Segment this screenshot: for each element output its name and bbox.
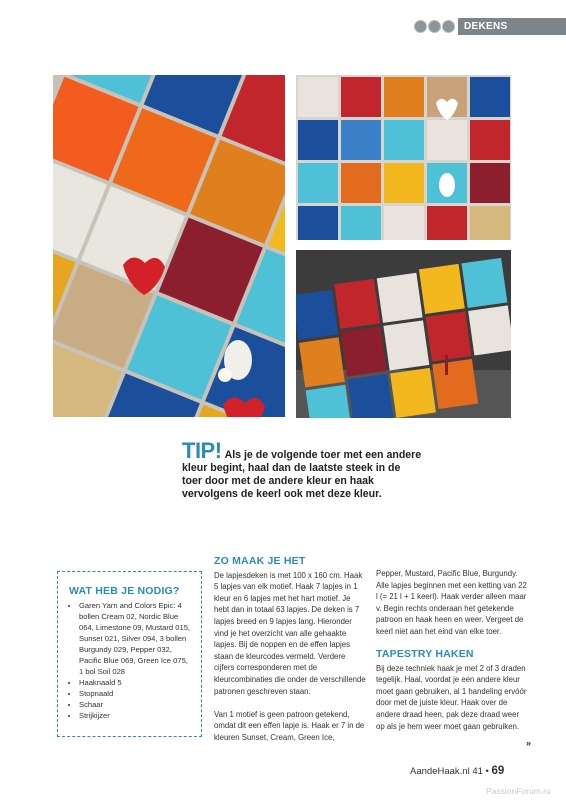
instructions-paragraph: Pepper, Mustard, Pacific Blue, Burgundy. Alle lapjes beginnen met een ketting van 22 l (= 21 l + 1 keerl). Haak verder alleen maar v. Begin rechts onderaan het getekende patroon en haak heen en weer. Vergeet de keerl niet aan het eind van elke toer. <box>376 569 527 636</box>
materials-title: WAT HEB JE NODIG? <box>69 585 180 597</box>
watermark: PassionForum.ru <box>486 786 551 796</box>
instructions-column-1 <box>214 556 366 755</box>
list-item: • Haaknaald 5 <box>79 677 192 688</box>
list-item: • Stopnaald <box>79 688 192 699</box>
section-label: DEKENS <box>458 18 566 35</box>
indicator-dot <box>414 20 427 33</box>
section-indicator-dots <box>414 20 456 33</box>
materials-list <box>69 600 192 721</box>
instructions-column-2 <box>376 568 528 744</box>
instructions-paragraph: De lapjesdeken is met 100 x 160 cm. Haak 5 lapjes van elk motief. Haak 7 lapjes in 1 kleur en 6 lapjes met het hart motief. Je hebt dan in totaal 63 lapjes. De deken is 7 lapjes breed en 9 lapjes lang. Hieronder vind je het overzicht van alle gehaakte lapjes. Bij de noppen en de effen lapjes staan de kleurcodes vermeld. Verdere cijfers corresponderen met de kleurcombinaties die onder de verschillende patronen geschreven staan. <box>214 570 366 696</box>
list-item: • Strijkijzer <box>79 710 192 721</box>
blanket-photo-grid <box>296 75 511 240</box>
tapestry-title: TAPESTRY HAKEN <box>376 648 474 661</box>
footer-bullet: • <box>485 766 489 777</box>
instructions-paragraph: Van 1 motief is geen patroon getekend, omdat dit een effen lapje is. Haak er 7 in de kleuren Sunset, Cream, Green Ice, <box>214 709 365 742</box>
blanket-photo-draped <box>296 250 511 418</box>
blanket-photo-main <box>53 75 285 417</box>
tip-label: TIP! <box>182 438 222 463</box>
indicator-dot <box>428 20 441 33</box>
tip-text: Als je de volgende toer met een andere kleur begint, haal dan de laatste steek in de toer door met de andere kleur en haak vervolgens de keerl ook met deze kleur. <box>182 449 422 500</box>
tapestry-paragraph: Bij deze techniek haak je met 2 of 3 draden tegelijk. Haal, voordat je een andere kleur moet gaan gebruiken, al 1 handeling ervóór door met de juiste kleur. Haak over de andere draad heen, pak deze draad weer op als je hem weer moet gaan gebruiken. <box>376 663 527 731</box>
indicator-dot <box>442 20 455 33</box>
list-item: • Schaar <box>79 699 192 710</box>
continue-arrow-icon: » <box>526 738 532 748</box>
page-number: 69 <box>491 765 505 777</box>
materials-box <box>57 571 202 737</box>
footer-site: AandeHaak.nl 41 <box>410 766 483 777</box>
tip-box <box>182 438 422 501</box>
instructions-title: ZO MAAK JE HET <box>214 555 306 567</box>
page-footer <box>410 765 504 777</box>
list-item: • Garen Yarn and Colors Epic: 4 bollen Cream 02, Nordic Blue 064, Limestone 09, Mustard 015, Sunset 021, Silver 094, 3 bollen Burgundy 029, Pepper 032, Pacific Blue 069, Green Ice 075, 1 bol Soil 028 <box>79 600 192 677</box>
